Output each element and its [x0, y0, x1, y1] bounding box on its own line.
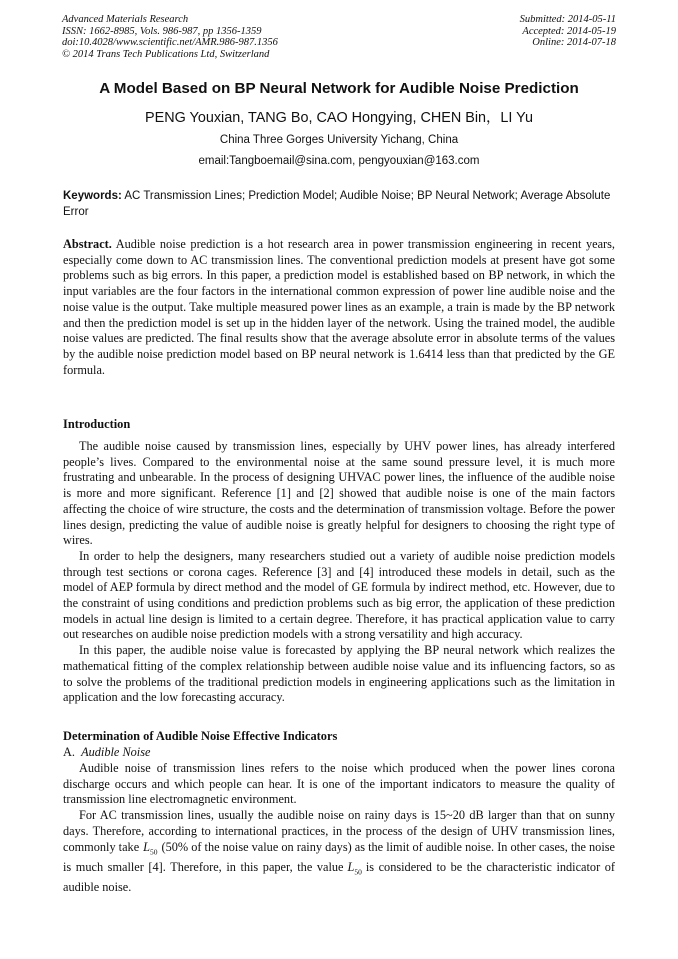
paper-title: A Model Based on BP Neural Network for Audible Noise Prediction [99, 80, 579, 97]
contact-email: email:Tangboemail@sina.com, pengyouxian@163.com [198, 155, 480, 167]
paragraph-text: is considered to be the characteristic indicator of audible noise. [63, 859, 615, 894]
accepted-date: Accepted: 2014-05-19 [522, 25, 616, 37]
affiliation: China Three Gorges University Yichang, China [219, 134, 459, 146]
keywords-text: AC Transmission Lines; Prediction Model; Audible Noise; BP Neural Network; Average Absolute Error [63, 190, 611, 218]
paragraph-text: For AC transmission lines, usually the audible noise on rainy days is 15~20 dB larger than that on sunny days. Therefore, according to international practices, in the process of the design of UHV transmission lines, commonly take [63, 808, 615, 854]
section-paragraph [63, 808, 615, 895]
section-body [63, 761, 615, 896]
abstract-label: Abstract. [63, 237, 112, 251]
l50-symbol: $L_{50}$ [347, 859, 362, 877]
issn: ISSN: 1662-8985, Vols. 986-987, pp 1356-1359 [62, 25, 262, 37]
intro-paragraph: In order to help the designers, many researchers studied out a variety of audible noise prediction models through test sections or corona cages. Reference [3] and [4] introduced these models in detail, such as the model of AEP formula by direct method and the model of GE formula by indirect method, etc. However, due to the constraint of using conditions and prediction problems such as big error, the application of these prediction models in actual line design is limited to a certain degree. Therefore, it has practical application value to carry out researches on audible noise prediction models with a strong versatility and high accuracy. [63, 548, 615, 642]
abstract [63, 237, 615, 378]
doi: doi:10.4028/www.scientific.net/AMR.986-987.1356 [62, 37, 278, 49]
intro-paragraph: In this paper, the audible noise value is forecasted by applying the BP neural network which realizes the mathematical fitting of the complex relationship between audible noise value and its influencing factors, so as to solve the problems of the traditional prediction models in engineering applications such as the limitation in application and the low forecasting accuracy. [63, 643, 615, 705]
section-heading: Determination of Audible Noise Effective Indicators [63, 729, 338, 743]
online-date: Online: 2014-07-18 [532, 37, 616, 49]
subsection-prefix: A. [63, 745, 75, 759]
introduction-heading: Introduction [63, 417, 131, 431]
copyright: © 2014 Trans Tech Publications Ltd, Switzerland [62, 48, 270, 60]
author-list: PENG Youxian, TANG Bo, CAO Hongying, CHEN Bin，LI Yu [145, 110, 533, 126]
introduction-body [63, 439, 615, 706]
paragraph-text: (50% of the noise value on rainy days) as the limit of audible noise. In other cases, the noise is much smaller [4]. Therefore, in this paper, the value [63, 839, 615, 874]
l50-symbol: $L_{50}$ [143, 839, 158, 856]
journal-info [62, 14, 278, 60]
abstract-text: Audible noise prediction is a hot research area in power transmission engineering in recent years, especially come down to AC transmission lines. The conventional prediction models at present have got some problems such as big errors. In this paper, a prediction model is established based on BP network, in which the input variables are the four factors in the international common expression of power line audible noise and the noise value is the output. Take multiple measured power lines as an example, a train is made by the BP network and then the prediction model is set up in the hidden layer of the network. Using the trained model, the audible noise values are predicted. The final results show that the average absolute error in absolute terms of the values by the audible noise prediction model based on BP neural network is 1.6414 less than that predicted by the GE formula. [63, 237, 615, 377]
keywords [63, 188, 615, 220]
publication-dates [520, 14, 616, 49]
subsection-heading [63, 745, 150, 760]
section-paragraph: Audible noise of transmission lines refers to the noise which produced when the power lines corona discharge occurs and which people can hear. It is one of the important indicators to measure the quality of transmission line electromagnetic environment. [63, 761, 615, 807]
journal-name: Advanced Materials Research [62, 14, 189, 25]
intro-paragraph: The audible noise caused by transmission lines, especially by UHV power lines, has already interfered people’s lives. Compared to the environmental noise at the same sound pressure level, it is much more frustrating and unbearable. In the process of designing UHVAC power lines, the influence of the audible noise is more and more significant. Reference [1] and [2] showed that audible noise is one of the main factors affecting the choice of wire structure, the costs and the determination of transmission voltage. Before the power lines design, predicting the value of audible noise is greatly helpful for designers to choosing the right type of wires. [63, 439, 615, 548]
subsection-title: Audible Noise [81, 745, 151, 759]
submitted-date: Submitted: 2014-05-11 [519, 14, 616, 25]
keywords-label: Keywords: [63, 190, 122, 202]
